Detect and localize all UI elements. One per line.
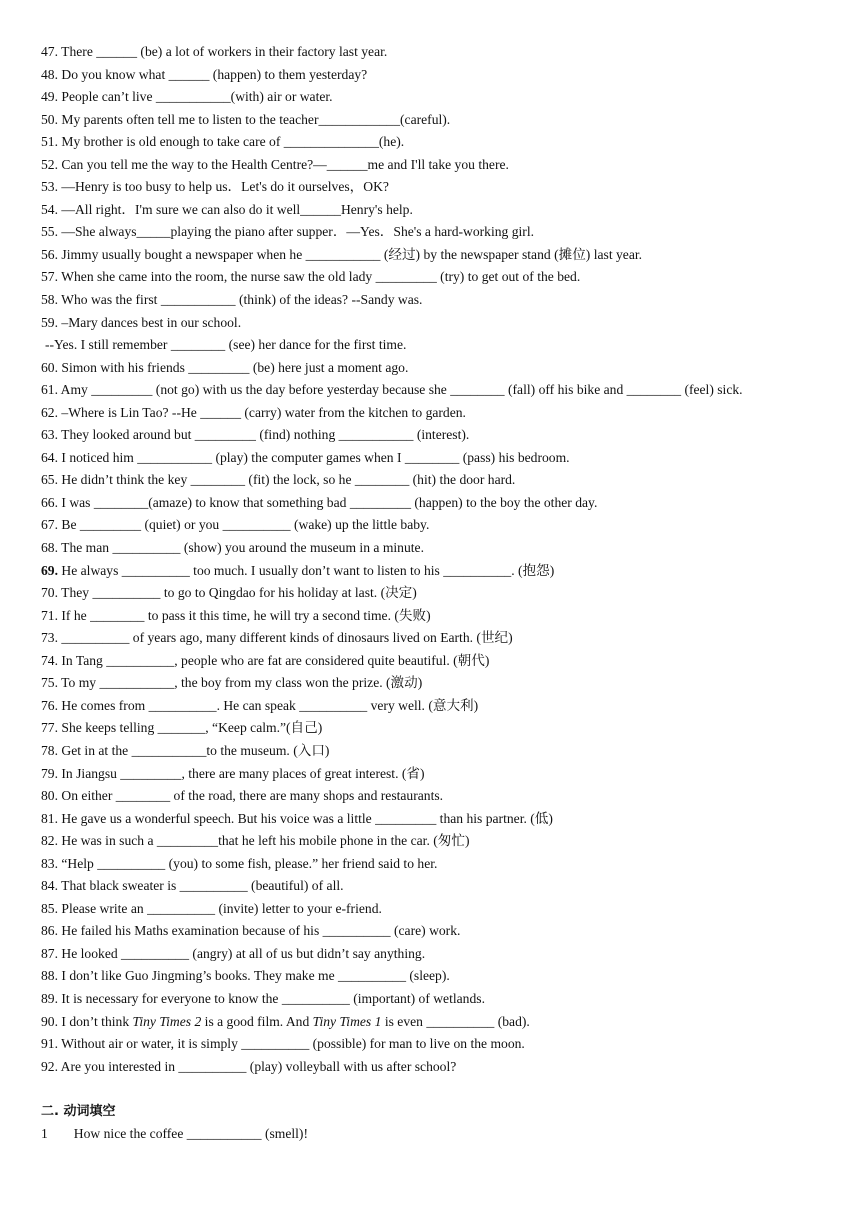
list-item [41, 402, 821, 425]
item-number: 89. [41, 990, 58, 1006]
item-text: There ______ (be) a lot of workers in their factory last year. [58, 44, 388, 59]
list-item [41, 266, 821, 289]
list-item [41, 920, 821, 943]
item-text: Get in at the ___________to the museum. (入口) [58, 742, 330, 758]
item-number: 53. [41, 179, 58, 195]
list-item [41, 1011, 821, 1034]
item-text: He comes from __________. He can speak __________ very well. (意大利) [58, 697, 479, 713]
blank-line [41, 1078, 821, 1101]
list-item [41, 965, 821, 988]
list-item [41, 853, 821, 876]
item-number: 70. [41, 585, 58, 601]
item-number: 90. [41, 1013, 58, 1029]
list-item [41, 41, 821, 64]
list-item [41, 988, 821, 1011]
list-item [41, 763, 821, 786]
item-text: He was in such a _________that he left his mobile phone in the car. (匆忙) [58, 833, 470, 849]
section-heading: 二. 动词填空 [41, 1103, 116, 1119]
list-item [41, 695, 821, 718]
list-item [41, 582, 821, 605]
list-item [41, 605, 821, 628]
list-item [41, 154, 821, 177]
item-text: In Tang __________, people who are fat are considered quite beautiful. (朝代) [58, 652, 490, 668]
list-item [41, 469, 821, 492]
item-number: 60. [41, 359, 58, 375]
italic-title: Tiny Times 1 [312, 1013, 382, 1029]
list-item [41, 808, 821, 831]
item-number: 48. [41, 66, 58, 82]
item-number: 66. [41, 494, 58, 510]
list-item [41, 943, 821, 966]
item-text: People can’t live ___________(with) air or water. [58, 89, 333, 105]
list-item [41, 627, 821, 650]
list-item [41, 64, 821, 87]
item-text: She keeps telling _______, “Keep calm.”(自己) [58, 720, 323, 736]
list-item [41, 492, 821, 515]
list-item [41, 221, 821, 244]
item-number: 92. [41, 1058, 58, 1074]
list-item [41, 717, 821, 740]
item-number: 84. [41, 878, 58, 894]
item-text: On either ________ of the road, there are many shops and restaurants. [58, 788, 444, 804]
item-number: 58. [41, 292, 58, 308]
list-item [41, 1056, 821, 1079]
item-text: is even __________ (bad). [381, 1013, 530, 1029]
item-text: Jimmy usually bought a newspaper when he ___________ (经过) by the newspaper stand (摊位) last year. [58, 246, 643, 262]
item-number: 74. [41, 652, 58, 668]
item-number: 82. [41, 833, 58, 849]
item-text: –Where is Lin Tao? --He ______ (carry) water from the kitchen to garden. [58, 404, 466, 420]
list-item [41, 289, 821, 312]
item-number: 52. [41, 156, 58, 172]
item-text: How nice the coffee ___________ (smell)! [73, 1126, 308, 1142]
item-text: Do you know what ______ (happen) to them yesterday? [58, 66, 368, 82]
item-text: I don’t think [58, 1013, 133, 1029]
list-item [41, 740, 821, 763]
item-number: 88. [41, 968, 58, 984]
item-text: My parents often tell me to listen to the teacher____________(careful). [58, 111, 451, 127]
item-number: 55. [41, 224, 58, 240]
item-number: 1 [41, 1126, 48, 1142]
list-item [41, 560, 821, 583]
item-text: Simon with his friends _________ (be) here just a moment ago. [58, 359, 409, 375]
item-number: 71. [41, 607, 58, 623]
list-item [41, 176, 821, 199]
item-text: They looked around but _________ (find) nothing ___________ (interest). [58, 427, 470, 443]
item-number: 67. [41, 517, 58, 533]
item-number: 61. [41, 382, 58, 398]
item-number: 51. [41, 134, 58, 150]
item-text: --Yes. I still remember ________ (see) her dance for the first time. [45, 337, 407, 353]
item-number: 85. [41, 900, 58, 916]
item-text: —Henry is too busy to help us．Let's do it ourselves，OK? [58, 179, 389, 195]
item-text: __________ of years ago, many different kinds of dinosaurs lived on Earth. (世纪) [58, 630, 513, 646]
item-text: Can you tell me the way to the Health Centre?—______me and I'll take you there. [58, 156, 509, 172]
list-item [41, 131, 821, 154]
item-text: —She always_____playing the piano after supper．—Yes．She's a hard-working girl. [58, 224, 535, 240]
item-number: 86. [41, 923, 58, 939]
item-number: 91. [41, 1036, 58, 1052]
item-number: 68. [41, 540, 58, 556]
item-text: is a good film. And [201, 1013, 313, 1029]
item-text: –Mary dances best in our school. [58, 314, 242, 330]
list-item [41, 537, 821, 560]
list-item [41, 514, 821, 537]
item-text: I noticed him ___________ (play) the computer games when I ________ (pass) his bedroom. [58, 449, 570, 465]
item-text: The man __________ (show) you around the museum in a minute. [58, 540, 424, 556]
list-item [41, 650, 821, 673]
list-item [41, 672, 821, 695]
item-number: 57. [41, 269, 58, 285]
item-number: 76. [41, 697, 58, 713]
item-text: —All right．I'm sure we can also do it well______Henry's help. [58, 201, 413, 217]
list-item [41, 898, 821, 921]
list-item-reply [41, 334, 821, 357]
exercise-list [41, 41, 821, 1146]
item-number: 78. [41, 742, 58, 758]
item-text: When she came into the room, the nurse saw the old lady _________ (try) to get out of the bed. [58, 269, 581, 285]
item-number: 69. [41, 562, 58, 578]
list-item [41, 199, 821, 222]
item-number: 77. [41, 720, 58, 736]
list-item [41, 244, 821, 267]
item-text: I was ________(amaze) to know that something bad _________ (happen) to the boy the other day. [58, 494, 598, 510]
item-number: 47. [41, 44, 58, 59]
list-item [41, 830, 821, 853]
item-text: Are you interested in __________ (play) volleyball with us after school? [58, 1058, 457, 1074]
item-number: 87. [41, 945, 58, 961]
list-item [41, 379, 821, 402]
item-number: 73. [41, 630, 58, 646]
item-number: 65. [41, 472, 58, 488]
item-text: “Help __________ (you) to some fish, please.” her friend said to her. [58, 855, 438, 871]
item-text: He looked __________ (angry) at all of us but didn’t say anything. [58, 945, 426, 961]
item-text: If he ________ to pass it this time, he will try a second time. (失败) [58, 607, 431, 623]
list-item [41, 424, 821, 447]
item-text: In Jiangsu _________, there are many places of great interest. (省) [58, 765, 425, 781]
item-text: Please write an __________ (invite) letter to your e-friend. [58, 900, 382, 916]
item-text: I don’t like Guo Jingming’s books. They make me __________ (sleep). [58, 968, 450, 984]
item-number: 49. [41, 89, 58, 105]
item-number: 62. [41, 404, 58, 420]
item-number: 50. [41, 111, 58, 127]
item-text: It is necessary for everyone to know the __________ (important) of wetlands. [58, 990, 485, 1006]
item-text: He always __________ too much. I usually don’t want to listen to his __________. (抱怨) [58, 562, 555, 578]
item-number: 75. [41, 675, 58, 691]
item-text: To my ___________, the boy from my class won the prize. (激动) [58, 675, 423, 691]
item-text: Without air or water, it is simply __________ (possible) for man to live on the moon. [58, 1036, 525, 1052]
item-number: 64. [41, 449, 58, 465]
item-number: 59. [41, 314, 58, 330]
item-text: He didn’t think the key ________ (fit) the lock, so he ________ (hit) the door hard. [58, 472, 516, 488]
item-number: 81. [41, 810, 58, 826]
italic-title: Tiny Times 2 [132, 1013, 202, 1029]
list-item [41, 447, 821, 470]
item-number: 79. [41, 765, 58, 781]
list-item [41, 1033, 821, 1056]
item-text: That black sweater is __________ (beautiful) of all. [58, 878, 344, 894]
item-text: They __________ to go to Qingdao for his holiday at last. (决定) [58, 585, 417, 601]
item-number: 54. [41, 201, 58, 217]
list-item [41, 1123, 821, 1146]
item-text: Who was the first ___________ (think) of the ideas? --Sandy was. [58, 292, 423, 308]
item-number: 63. [41, 427, 58, 443]
list-item [41, 785, 821, 808]
item-text: He failed his Maths examination because of his __________ (care) work. [58, 923, 461, 939]
item-number: 83. [41, 855, 58, 871]
list-item [41, 875, 821, 898]
item-number: 56. [41, 246, 58, 262]
item-text: Amy _________ (not go) with us the day before yesterday because she ________ (fall) off his bike and ________ (feel) sick. [58, 382, 743, 398]
item-text: He gave us a wonderful speech. But his voice was a little _________ than his partner. (低) [58, 810, 553, 826]
list-item [41, 312, 821, 335]
list-item [41, 86, 821, 109]
list-item [41, 109, 821, 132]
item-text: My brother is old enough to take care of ______________(he). [58, 134, 405, 150]
item-text: Be _________ (quiet) or you __________ (wake) up the little baby. [58, 517, 430, 533]
list-item [41, 357, 821, 380]
item-number: 80. [41, 788, 58, 804]
